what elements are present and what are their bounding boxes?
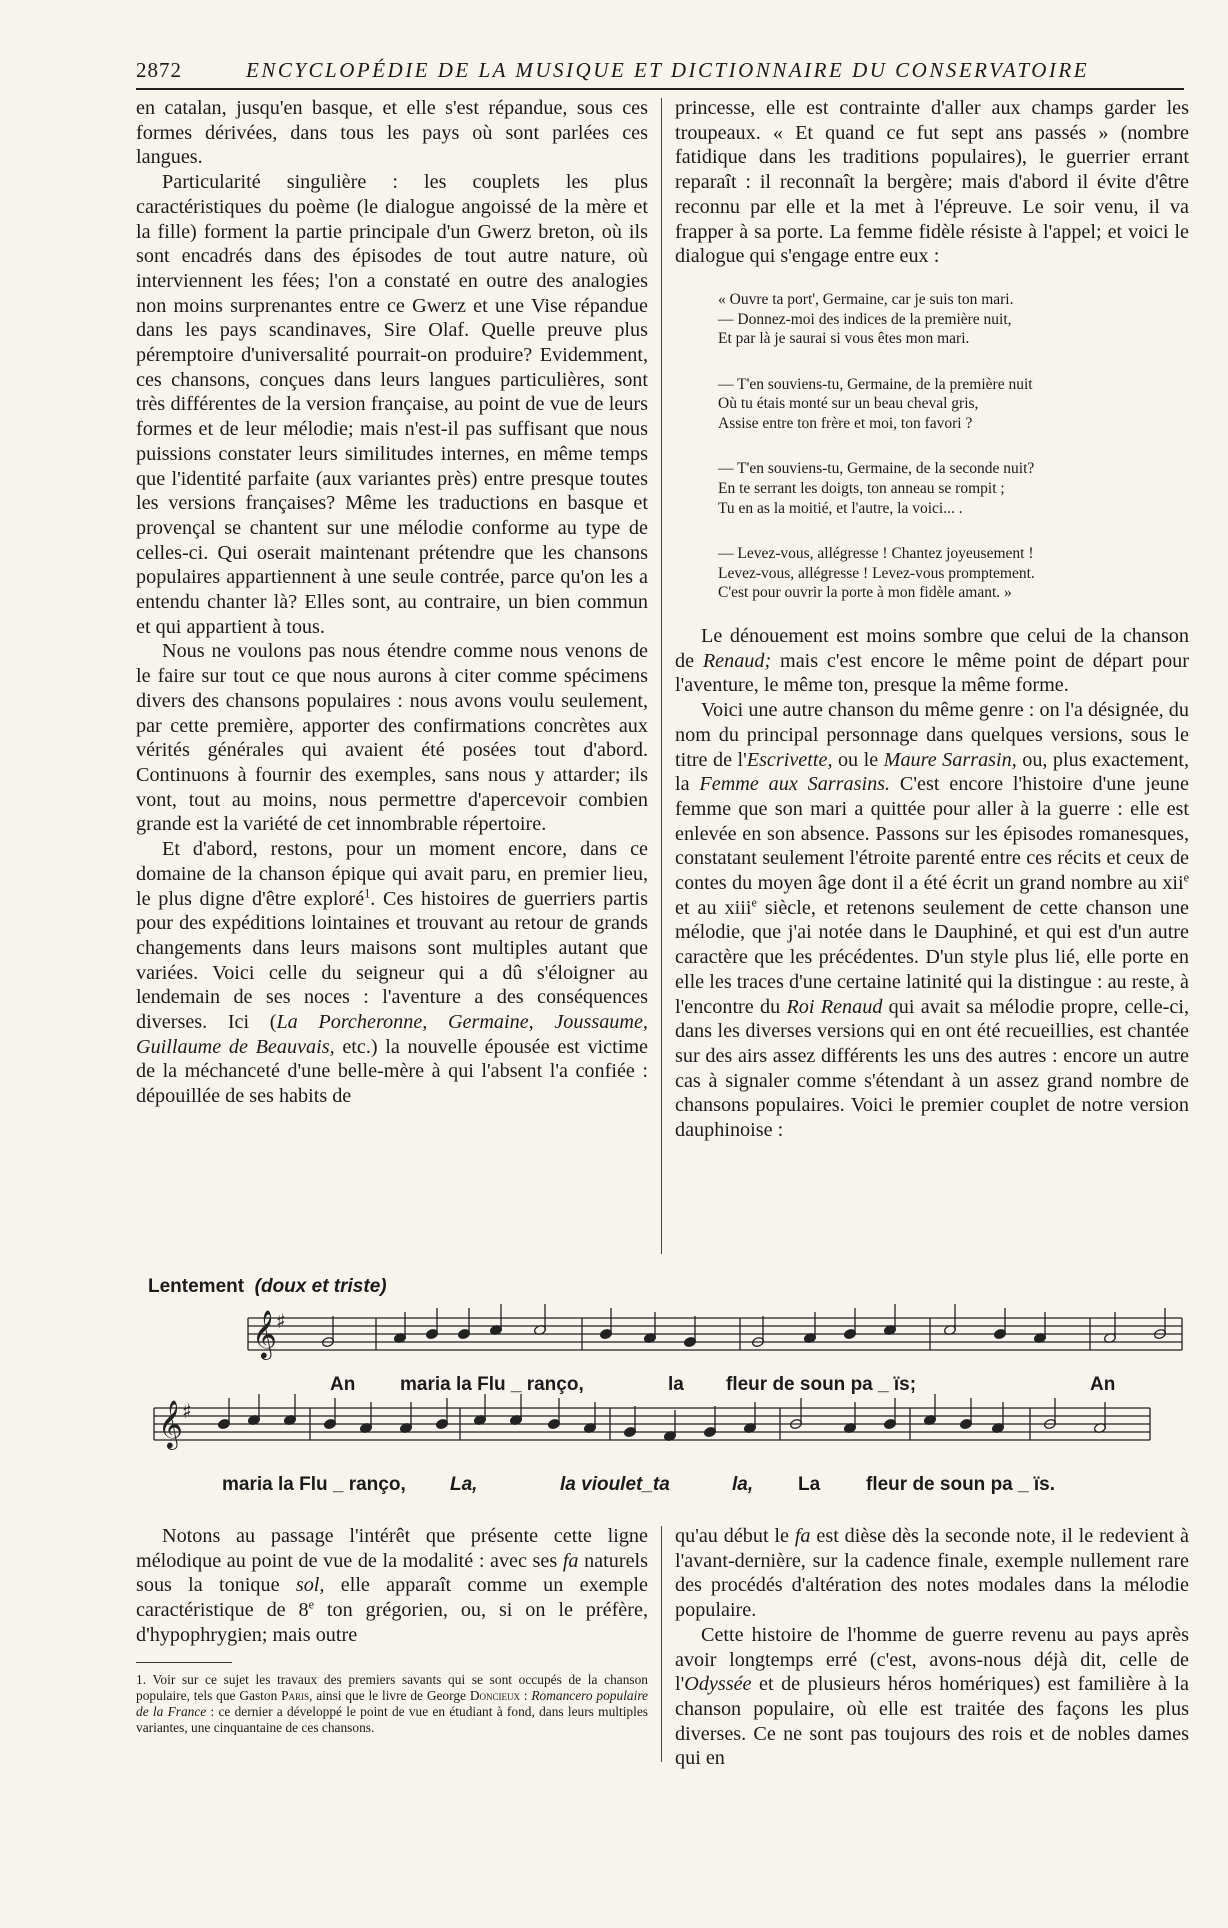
poem-line: En te serrant les doigts, ton anneau se rompit ; xyxy=(718,480,1005,498)
footnote: 1. Voir sur ce sujet les travaux des premiers savants qui se sont occupés de la chanson populaire, tels que Gaston Paris, ainsi que le livre de George Doncieux : Romancero populaire de la France : ce dernier a développé le point de vue en étudiant à fond, dans leurs multiples variantes, une cinquantaine de ces chansons. xyxy=(136,1671,648,1736)
lyric-syllable: la xyxy=(668,1374,684,1395)
poem-line: — Donnez-moi des indices de la première nuit, xyxy=(718,310,1012,328)
column-divider xyxy=(661,1526,662,1762)
poem-line: — T'en souviens-tu, Germaine, de la seconde nuit? xyxy=(718,460,1035,478)
lyric-syllable: fleur de soun pa _ ïs. xyxy=(866,1474,1055,1495)
poem-stanza xyxy=(718,544,1189,603)
footnote-marker: 1 xyxy=(364,885,371,900)
paragraph: Nous ne voulons pas nous étendre comme nous venons de le faire sur tout ce que nous aurons à citer comme spécimens divers des chansons populaires : nous avons voulu seulement, par cette première, apporter des confirmations concrètes aux vérités générales qui avaient été posées tout d'abord. Continuons à fournir des exemples, sans nous y attarder; ils vont, tout au moins, nous permettre d'apercevoir combien grande est la variété de cet innombrable répertoire. xyxy=(136,640,648,836)
lyric-syllable: La xyxy=(798,1474,821,1495)
lyric-syllable: maria la Flu _ ranço, xyxy=(222,1474,406,1495)
lyric-syllable: la vioulet_ta xyxy=(560,1474,670,1495)
paragraph: qu'au début le fa est dièse dès la seconde note, il le redevient à l'avant-dernière, sur la cadence finale, exemple nullement rare des procédés d'altération des notes modales dans la mélodie populaire. xyxy=(675,1525,1189,1622)
page-number: 2872 xyxy=(136,58,182,82)
tempo-marking: Lentement (doux et triste) xyxy=(148,1276,387,1297)
paragraph: Cette histoire de l'homme de guerre revenu au pays après avoir longtemps erré (c'est, avons-nous déjà dit, celle de l'Odyssée et de plusieurs héros homériques) est familière à la chanson populaire, où elle est traitée des façons les plus diverses. Ce ne sont pas toujours des rois et de nobles dames qui en xyxy=(675,1623,1189,1770)
poem-stanza xyxy=(718,375,1189,434)
bottom-left-column xyxy=(136,1524,648,1736)
poem-line: — T'en souviens-tu, Germaine, de la première nuit xyxy=(718,375,1033,393)
lyric-syllable: maria la Flu _ ranço, xyxy=(400,1374,584,1395)
poem-line: C'est pour ouvrir la porte à mon fidèle amant. » xyxy=(718,584,1012,602)
running-title: ENCYCLOPÉDIE DE LA MUSIQUE ET DICTIONNAIRE DU CONSERVATOIRE xyxy=(246,58,1090,82)
lyric-syllable: la, xyxy=(732,1474,754,1495)
lyric-syllable: An xyxy=(1090,1374,1116,1395)
poem-stanza xyxy=(718,290,1189,349)
paragraph: Particularité singulière : les couplets les plus caractéristiques du poème (le dialogue angoissé de la mère et la fille) forment la partie principale d'un Gwerz breton, où ils sont encadrés dans des épisodes de tout autre nature, où interviennent les fées; l'on a constaté en outre des analogies non moins surprenantes entre ce Gwerz et une Vise répandue dans les pays scandinaves, Sire Olaf. Quelle preuve plus péremptoire d'universalité pourrait-on produire? Evidemment, ces chansons, conçues dans leurs langues particulières, sont très différentes de la version française, au point de vue de leurs formes et de leur mélodie; mais n'est-il pas suffisant que nous puissions constater leurs similitudes internes, en même temps que l'identité parfaite (aux variantes près) entre presque toutes les versions françaises? Même les traductions en basque et provençal se chantent sur une mélodie conforme au type de celles-ci. Qui oserait maintenant prétendre que les chansons populaires appartiennent à une seule contrée, parce qu'on les a entendu chanter là? Elles sont, au contraire, un bien commun et qui appartient à tous. xyxy=(136,171,648,638)
paragraph: Et d'abord, restons, pour un moment encore, dans ce domaine de la chanson épique qui avait paru, en premier lieu, le plus digne d'être exploré$^1$. Ces histoires de guerriers partis pour des expéditions lointaines et trouvant au retour de grands changements dans leurs maisons sont multiples autant que variées. Voici celle du seigneur qui a dû s'éloigner au lendemain de ses noces : l'aventure a des conséquences diverses. Ici (La Porcheronne, Germaine, Joussaume, Guillaume de Beauvais, etc.) la nouvelle épousée est victime de la méchanceté d'une belle-mère à qui l'absent l'a confiée : dépouillée de ses habits de xyxy=(136,838,648,1108)
poem-line: « Ouvre ta port', Germaine, car je suis ton mari. xyxy=(718,290,1014,308)
staff-2-notes xyxy=(217,1394,1106,1442)
poem-line: — Levez-vous, allégresse ! Chantez joyeusement ! xyxy=(718,545,1034,563)
poem-line: Tu en as la moitié, et l'autre, la voici... . xyxy=(718,499,963,517)
sharp-sign: ♯ xyxy=(182,1399,192,1423)
lyric-syllable: An xyxy=(330,1374,356,1395)
paragraph: Voici une autre chanson du même genre : on l'a désignée, du nom du principal personnage dans quelques versions, sous le titre de l'Escrivette, ou le Maure Sarrasin, ou, plus exactement, la Femme aux Sarrasins. C'est encore l'histoire d'une jeune femme que son mari a quittée pour aller à la guerre : elle est enlevée en son absence. Passons sur les épisodes romanesques, constatant seulement l'étroite parenté entre ces récits et ceux de contes du moyen âge dont il a été écrit un grand nombre au xii$^e$ et au xiii$^e$ siècle, et retenons seulement de cette chanson une mélodie, que j'ai notée dans le Dauphiné, et qui est d'un autre caractère que les précédentes. D'un style plus lié, elle porte en elle les traces d'une certaine latinité qui la distingue : au reste, à l'encontre du Roi Renaud qui avait sa mélodie propre, celle-ci, dans les diverses versions qui en ont été recueillies, est chantée sur des airs assez différents les uns des autres : encore un autre cas à signaler comme s'étendant à un assez grand nombre de chansons populaires. Voici le premier couplet de notre version dauphinoise : xyxy=(675,699,1190,1142)
lyric-syllable: fleur de soun pa _ ïs; xyxy=(726,1374,917,1395)
treble-clef: 𝄞 xyxy=(252,1309,277,1358)
right-column xyxy=(675,96,1189,1143)
column-divider xyxy=(661,98,662,1254)
paragraph: Notons au passage l'intérêt que présente cette ligne mélodique au point de vue de la modalité : avec ses fa naturels sous la tonique sol, elle apparaît comme un exemple caractéristique de 8e ton grégorien, ou, si on le préfère, d'hypophrygien; mais outre xyxy=(136,1525,648,1646)
poem-line: Assise entre ton frère et moi, ton favori ? xyxy=(718,414,973,432)
poem-line: Où tu étais monté sur un beau cheval gris, xyxy=(718,395,979,413)
lyric-syllable: La, xyxy=(450,1474,478,1495)
left-column xyxy=(136,96,648,1109)
staff-1-notes xyxy=(321,1304,1166,1350)
poem-line: Levez-vous, allégresse ! Levez-vous promptement. xyxy=(718,564,1035,582)
paragraph: en catalan, jusqu'en basque, et elle s'est répandue, sous ces formes dérivées, dans tous les pays où sont parlées ces langues. xyxy=(136,97,648,169)
paragraph: princesse, elle est contrainte d'aller aux champs garder les troupeaux. « Et quand ce fut sept ans passés » (nombre fatidique dans les traditions populaires), le guerrier errant reparaît : il reconnaît la bergère; mais d'abord il évite d'être reconnu par elle et la met à l'épreuve. Le soir venu, il va frapper à sa porte. La femme fidèle résiste à l'appel; et voici le dialogue qui s'engage entre eux : xyxy=(675,97,1189,268)
poem-stanza xyxy=(718,459,1189,518)
poem-line: Et par là je saurai si vous êtes mon mari. xyxy=(718,330,970,348)
treble-clef: 𝄞 xyxy=(158,1399,183,1448)
page-header xyxy=(136,58,1184,90)
bottom-right-column xyxy=(675,1524,1189,1771)
sharp-sign: ♯ xyxy=(276,1309,286,1333)
paragraph: Le dénouement est moins sombre que celui de la chanson de Renaud; mais c'est encore le même point de départ pour l'aventure, le même ton, presque la même forme. xyxy=(675,625,1189,697)
footnote-rule xyxy=(136,1662,232,1663)
poem-quote xyxy=(718,290,1189,603)
